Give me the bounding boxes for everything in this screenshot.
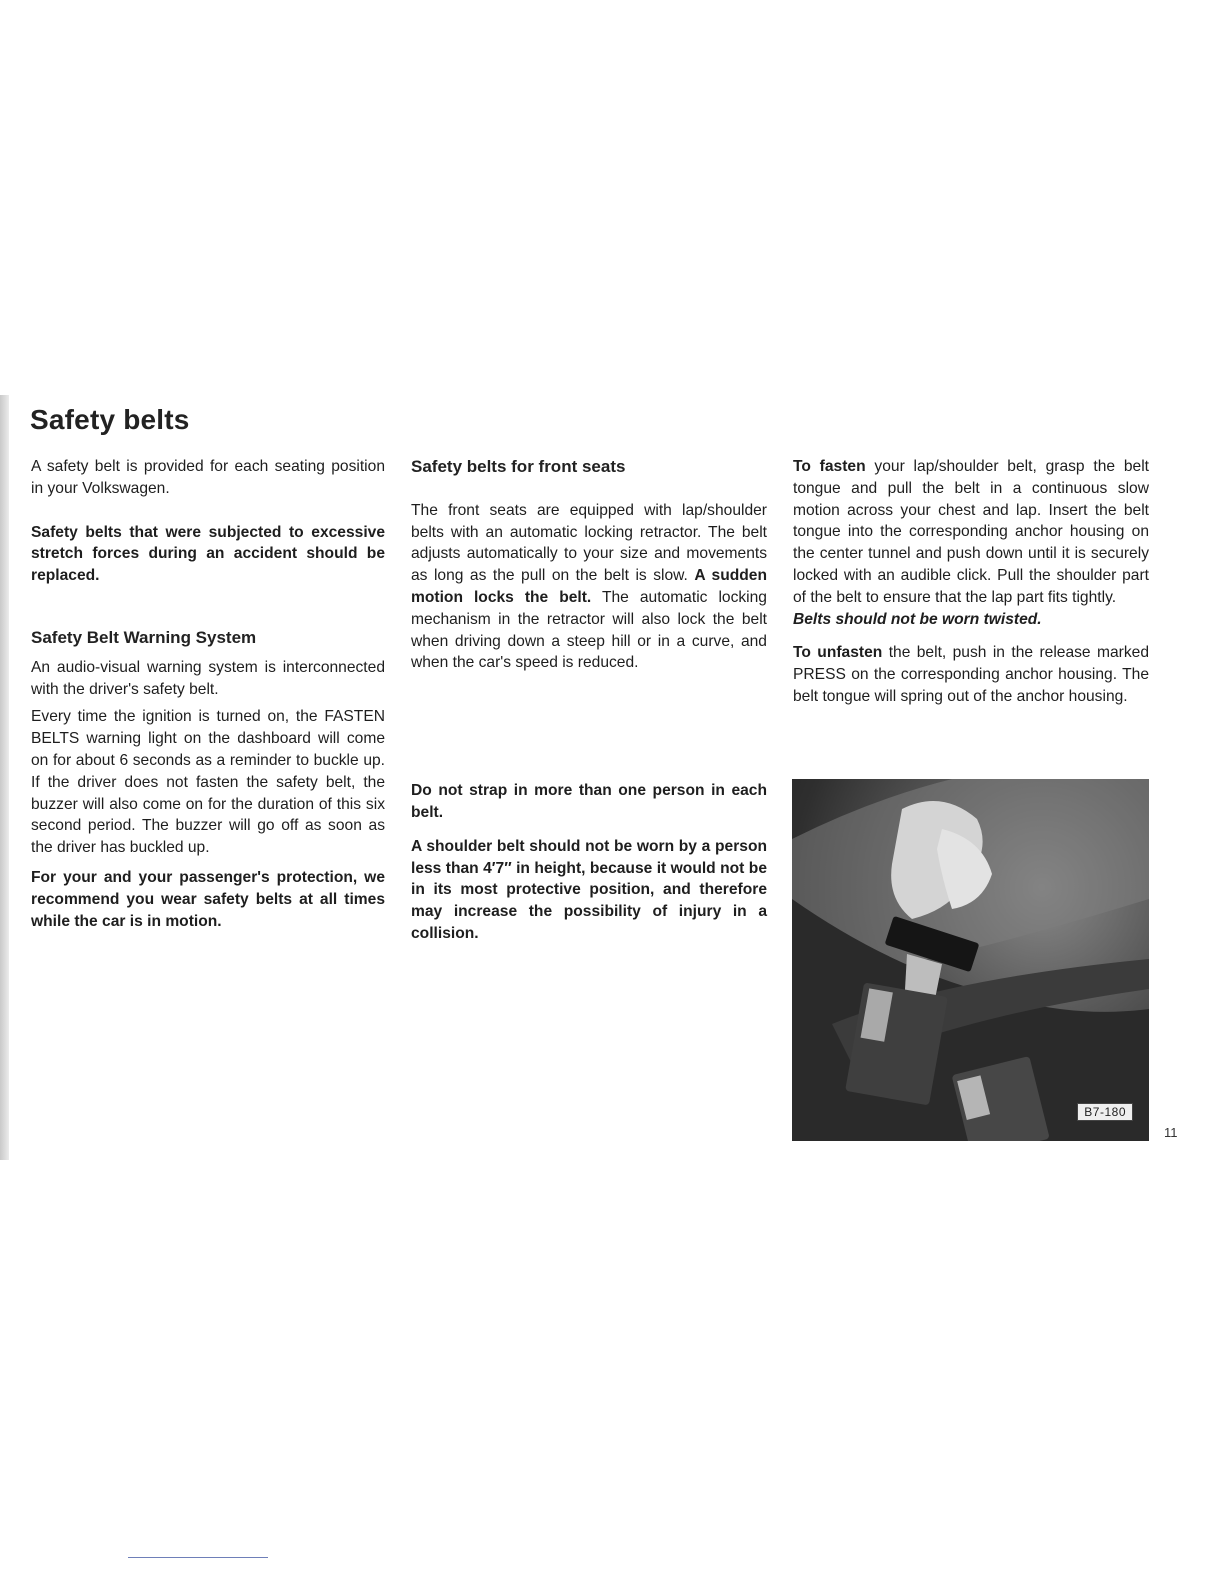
column-right: [793, 456, 1149, 708]
retractor-text: The front seats are equipped with lap/shoulder belts with an automatic locking retractor. The belt adjusts automatically to your size and movements as long as the pull on the belt is slow.: [411, 501, 767, 585]
figure-code-label: B7-180: [1077, 1103, 1133, 1121]
warning-system-heading: Safety Belt Warning System: [31, 627, 257, 647]
twist-warning: Belts should not be worn twisted.: [793, 610, 1042, 628]
warning-system-paragraph: An audio-visual warning system is interconnected with the driver's safety belt.: [31, 658, 385, 698]
page-number: 11: [1164, 1125, 1178, 1140]
page-edge-shadow: [0, 395, 9, 1160]
height-warning: A shoulder belt should not be worn by a person less than 4′7″ in height, because it would not be in its most protective position, and therefore may increase the possibility of injury in a collision.: [411, 837, 767, 942]
one-person-warning: Do not strap in more than one person in each belt.: [411, 782, 767, 821]
ignition-paragraph: Every time the ignition is turned on, the FASTEN BELTS warning light on the dashboard will come on for about 6 seconds as a reminder to buckle up. If the driver does not fasten the safety belt, the buzzer will also come on for the duration of this six second period. The buzzer will go off as soon as the driver has buckled up.: [31, 708, 385, 857]
fasten-text: your lap/shoulder belt, grasp the belt tongue and pull the belt in a continuous slow motion across your chest and lap. Insert the belt tongue into the corresponding anchor housing on the center tunnel and push down until it is securely locked with an audible click. Pull the shoulder part of the belt to ensure that the lap part fits tightly.: [793, 458, 1149, 606]
front-seats-paragraph: [411, 500, 767, 674]
intro-paragraph: A safety belt is provided for each seating position in your Volkswagen.: [31, 458, 385, 497]
column-left: [31, 456, 385, 932]
fasten-lead: To fasten: [793, 458, 866, 475]
unfasten-lead: To unfasten: [793, 644, 883, 662]
unfasten-paragraph: [793, 642, 1149, 707]
column-middle: [411, 456, 767, 945]
fasten-paragraph: [793, 456, 1149, 609]
page-title: Safety belts: [30, 404, 190, 435]
belt-buckle-photo: [792, 779, 1149, 1141]
bottom-divider: [128, 1557, 268, 1558]
front-seats-heading: Safety belts for front seats: [411, 457, 626, 476]
belt-buckle-illustration: [792, 779, 1149, 1141]
locking-mechanism-text: The automatic locking mechanism in the retractor will also lock the belt when driving down a steep hill or in a curve, and when the car's speed is reduced.: [411, 588, 767, 672]
protection-recommendation: For your and your passenger's protection, we recommend you wear safety belts at all times while the car is in motion.: [31, 868, 385, 930]
stretch-warning: Safety belts that were subjected to excessive stretch forces during an accident should be replaced.: [31, 523, 385, 585]
sudden-motion-text: A sudden motion locks the belt.: [411, 567, 767, 606]
unfasten-text: the belt, push in the release marked PRESS on the corresponding anchor housing. The belt tongue will spring out of the anchor housing.: [793, 644, 1149, 705]
